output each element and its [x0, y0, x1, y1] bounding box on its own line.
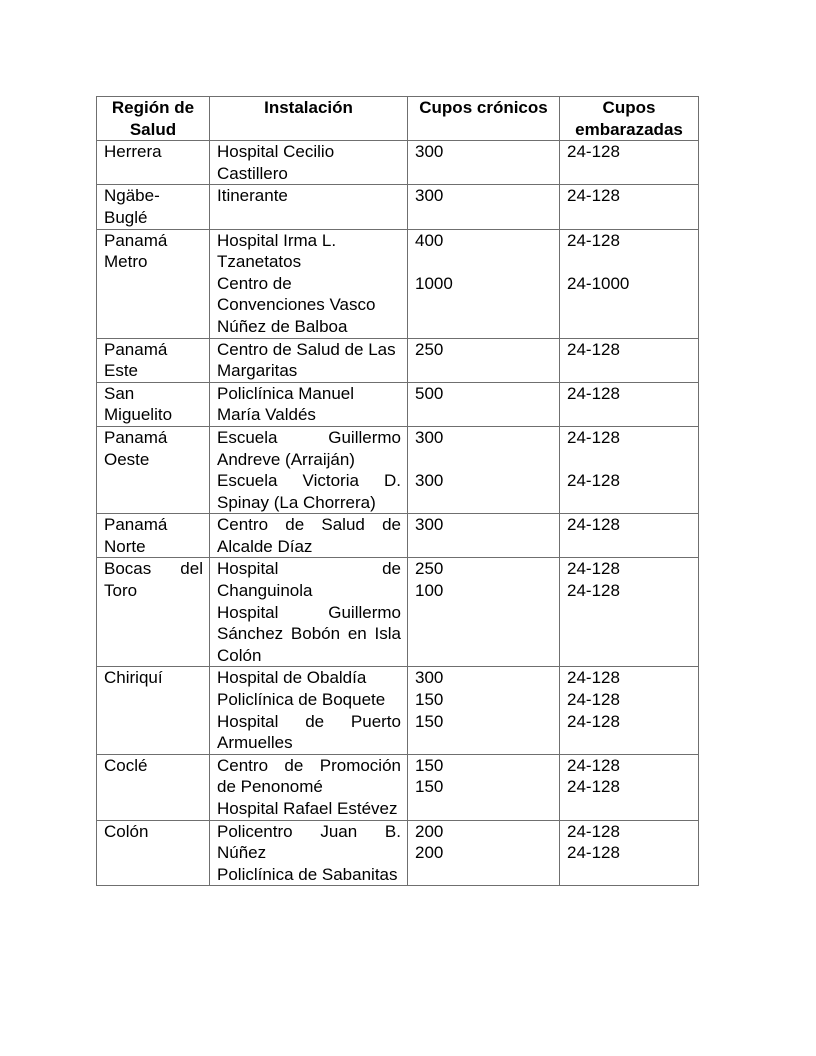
table-row [97, 229, 699, 338]
facility-cell [210, 229, 408, 338]
chronic-cell [408, 426, 560, 513]
facility-name: Policlínica de Boquete [217, 690, 386, 710]
chronic-value: 250 [415, 339, 444, 359]
facility-name: Hospital de Puerto Armuelles [217, 711, 401, 753]
facility-cell [210, 558, 408, 667]
chronic-cell [408, 338, 560, 382]
facility-name: Hospital de Obaldía [217, 668, 367, 688]
region-cell: Coclé [97, 754, 210, 820]
table-row [97, 141, 699, 185]
pregnant-cell [560, 185, 699, 229]
pregnant-cell [560, 426, 699, 513]
facility-cell [210, 667, 408, 754]
pregnant-value: 24-128 [567, 821, 620, 841]
facility-name: Hospital de Changuinola [217, 559, 401, 601]
chronic-cell [408, 820, 560, 886]
pregnant-cell [560, 558, 699, 667]
facility-name: Policlínica de Sabanitas [217, 864, 398, 884]
chronic-value: 150 [415, 690, 444, 710]
pregnant-value: 24-128 [567, 559, 620, 579]
facility-cell [210, 426, 408, 513]
chronic-value: 250 [415, 559, 444, 579]
pregnant-value: 24-128 [567, 230, 620, 250]
facility-name: Centro de Salud de Las Margaritas [217, 339, 396, 381]
pregnant-cell [560, 382, 699, 426]
table-row [97, 558, 699, 667]
chronic-cell [408, 185, 560, 229]
table-row [97, 426, 699, 513]
facility-name: Hospital Irma L. Tzanetatos [217, 230, 337, 272]
chronic-value: 300 [415, 142, 444, 162]
chronic-value: 300 [415, 471, 444, 491]
health-regions-table [96, 96, 699, 886]
chronic-cell [408, 141, 560, 185]
chronic-value: 400 [415, 230, 444, 250]
chronic-value: 150 [415, 777, 444, 797]
facility-cell [210, 820, 408, 886]
region-cell: Panamá Norte [97, 514, 210, 558]
table-row [97, 754, 699, 820]
chronic-cell [408, 382, 560, 426]
facility-name: Policlínica Manuel María Valdés [217, 383, 355, 425]
chronic-cell [408, 514, 560, 558]
pregnant-value: 24-128 [567, 515, 620, 535]
facility-name: Centro de Promoción de Penonomé [217, 755, 401, 797]
facility-cell [210, 338, 408, 382]
region-cell: Herrera [97, 141, 210, 185]
facility-cell [210, 514, 408, 558]
chronic-value: 300 [415, 186, 444, 206]
region-cell: Panamá Oeste [97, 426, 210, 513]
header-facility: Instalación [210, 97, 408, 141]
facility-cell [210, 185, 408, 229]
chronic-cell [408, 754, 560, 820]
pregnant-value: 24-128 [567, 777, 620, 797]
table-row [97, 820, 699, 886]
pregnant-value: 24-128 [567, 843, 620, 863]
facility-name: Policentro Juan B. Núñez [217, 821, 401, 863]
pregnant-cell [560, 141, 699, 185]
pregnant-value: 24-128 [567, 668, 620, 688]
pregnant-value: 24-128 [567, 581, 620, 601]
table-row [97, 185, 699, 229]
table-row [97, 667, 699, 754]
chronic-value: 500 [415, 383, 444, 403]
table-row [97, 382, 699, 426]
table-header-row [97, 97, 699, 141]
facility-name: Hospital Guillermo Sánchez Bobón en Isla Colón [217, 602, 401, 665]
chronic-cell [408, 667, 560, 754]
pregnant-value: 24-128 [567, 427, 620, 447]
region-cell: Panamá Este [97, 338, 210, 382]
pregnant-value: 24-128 [567, 711, 620, 731]
facility-name: Centro de Convenciones Vasco Núñez de Balboa [217, 273, 376, 336]
facility-cell [210, 754, 408, 820]
pregnant-cell [560, 229, 699, 338]
chronic-cell [408, 229, 560, 338]
chronic-value: 100 [415, 581, 444, 601]
facility-name: Escuela Guillermo Andreve (Arraiján) [217, 427, 401, 469]
chronic-value: 150 [415, 755, 444, 775]
pregnant-cell [560, 514, 699, 558]
region-cell: Panamá Metro [97, 229, 210, 338]
pregnant-cell [560, 820, 699, 886]
chronic-value: 1000 [415, 273, 453, 293]
facility-name: Escuela Victoria D. Spinay (La Chorrera) [217, 471, 401, 512]
region-cell: Colón [97, 820, 210, 886]
facility-cell [210, 141, 408, 185]
chronic-value: 150 [415, 711, 444, 731]
facility-name: Hospital Cecilio Castillero [217, 142, 335, 183]
chronic-value: 300 [415, 668, 444, 688]
header-pregnant-slots: Cupos embarazadas [560, 97, 699, 141]
pregnant-value: 24-1000 [567, 273, 630, 293]
region-cell: San Miguelito [97, 382, 210, 426]
facility-name: Hospital Rafael Estévez [217, 799, 398, 818]
pregnant-value: 24-128 [567, 142, 620, 162]
pregnant-value: 24-128 [567, 690, 620, 710]
chronic-value: 300 [415, 427, 444, 447]
facility-name: Itinerante [217, 186, 288, 206]
table-row [97, 514, 699, 558]
region-cell: Ngäbe-Buglé [97, 185, 210, 229]
region-cell: Bocas del Toro [97, 558, 210, 667]
chronic-value: 200 [415, 821, 444, 841]
pregnant-cell [560, 754, 699, 820]
pregnant-value: 24-128 [567, 471, 620, 491]
region-cell: Chiriquí [97, 667, 210, 754]
pregnant-value: 24-128 [567, 383, 620, 403]
header-chronic-slots: Cupos crónicos [408, 97, 560, 141]
chronic-value: 200 [415, 843, 444, 863]
pregnant-cell [560, 667, 699, 754]
chronic-value: 300 [415, 515, 444, 535]
header-region: Región de Salud [97, 97, 210, 141]
facility-cell [210, 382, 408, 426]
pregnant-value: 24-128 [567, 755, 620, 775]
table-row [97, 338, 699, 382]
pregnant-cell [560, 338, 699, 382]
facility-name: Centro de Salud de Alcalde Díaz [217, 515, 401, 556]
pregnant-value: 24-128 [567, 186, 620, 206]
chronic-cell [408, 558, 560, 667]
pregnant-value: 24-128 [567, 339, 620, 359]
